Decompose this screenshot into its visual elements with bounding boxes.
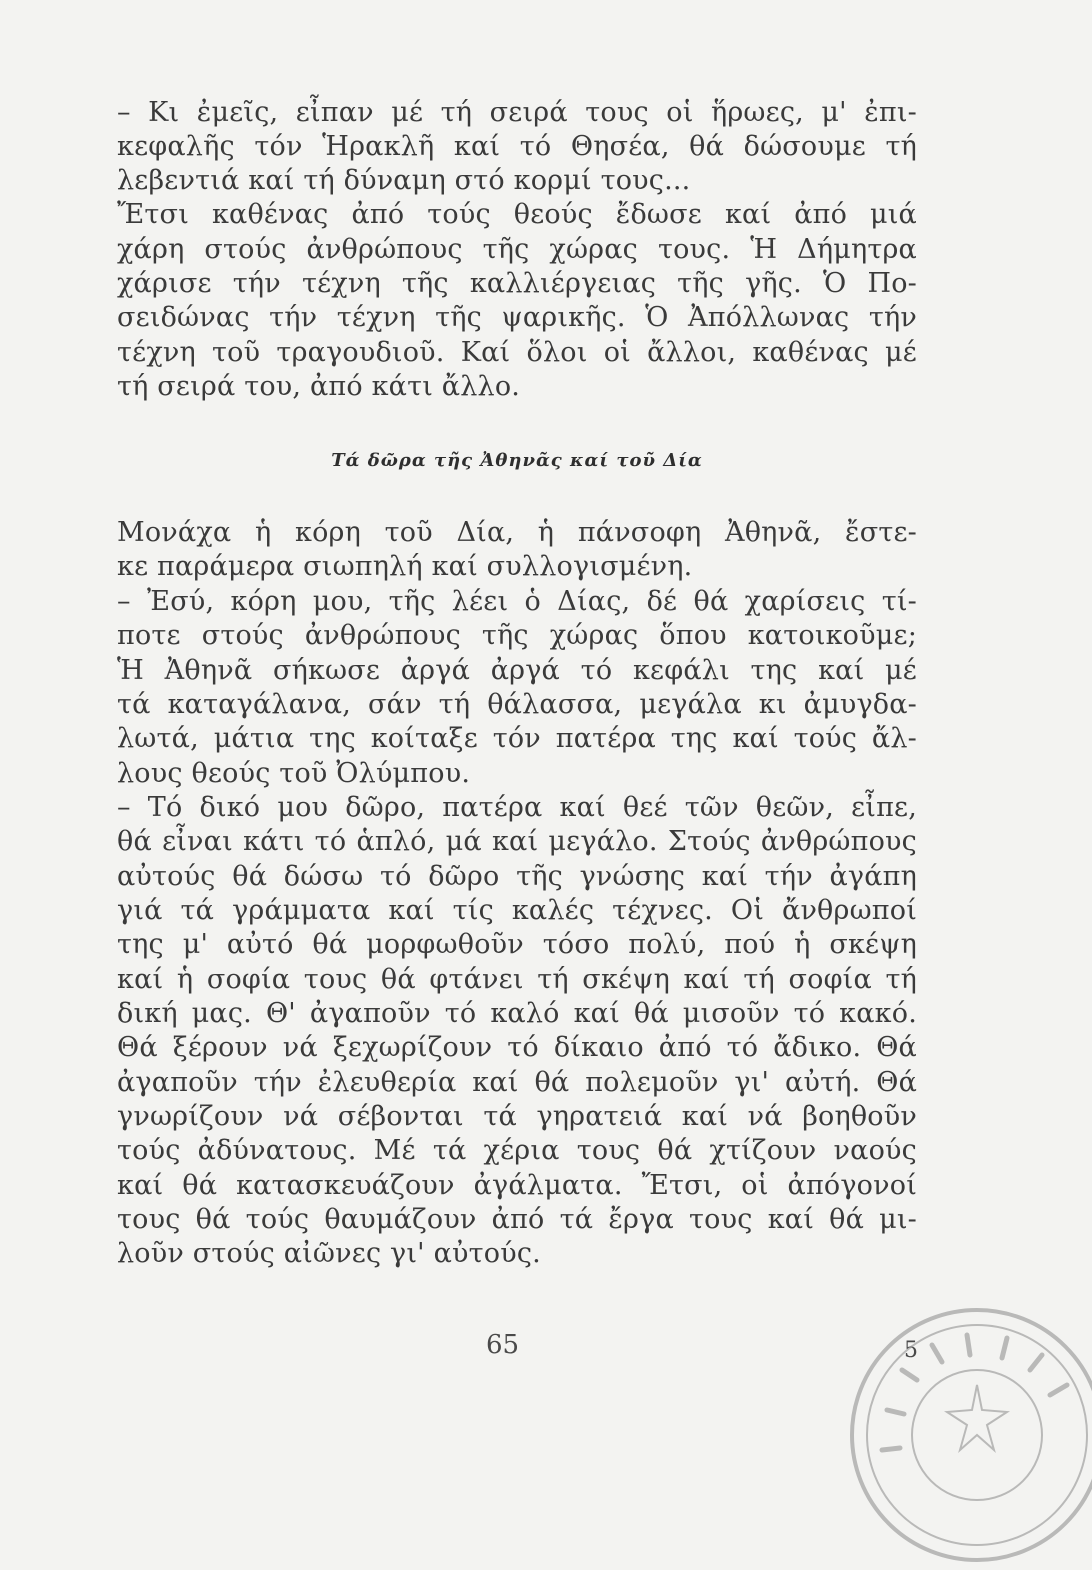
text-line: κεφαλῆς τόν Ἡρακλῆ καί τό Θησέα, θά δώσουμε τή <box>117 131 917 162</box>
text-line: τους θά τούς θαυμάζουν ἀπό τά ἔργα τους καί θά μι- <box>117 1204 917 1235</box>
side-number: 5 <box>904 1338 918 1363</box>
text-line: – Τό δικό μου δῶρο, πατέρα καί θεέ τῶν θεῶν, εἶπε, <box>117 792 917 823</box>
text-line: καί ἡ σοφία τους θά φτάνει τή σκέψη καί τή σοφία τή <box>117 964 917 995</box>
text-line: γιά τά γράμματα καί τίς καλές τέχνες. Οἱ ἄνθρωποί <box>117 895 917 926</box>
text-line: λωτά, μάτια της κοίταξε τόν πατέρα της καί τούς ἄλ- <box>117 723 917 754</box>
text-line: τούς ἀδύνατους. Μέ τά χέρια τους θά χτίζουν ναούς <box>117 1135 917 1166</box>
text-line: δική μας. Θ' ἀγαποῦν τό καλό καί θά μισοῦν τό κακό. <box>117 998 917 1029</box>
text-line: τά καταγάλανα, σάν τή θάλασσα, μεγάλα κι ἀμυγδα- <box>117 689 917 720</box>
text-line: χάρισε τήν τέχνη τῆς καλλιέργειας τῆς γῆς. Ὁ Πο- <box>117 268 917 299</box>
section-heading: Τά δῶρα τῆς Ἀθηνᾶς καί τοῦ Δία <box>331 450 703 471</box>
text-line: – Κι ἐμεῖς, εἶπαν μέ τή σειρά τους οἱ ἥρωες, μ' ἐπι- <box>117 97 917 128</box>
text-line: Θά ξέρουν νά ξεχωρίζουν τό δίκαιο ἀπό τό ἄδικο. Θά <box>117 1032 917 1063</box>
text-line: λεβεντιά καί τή δύναμη στό κορμί τους... <box>117 165 691 196</box>
text-line: λους θεούς τοῦ Ὀλύμπου. <box>117 758 471 789</box>
text-line: τέχνη τοῦ τραγουδιοῦ. Καί ὅλοι οἱ ἄλλοι, καθένας μέ <box>117 337 917 368</box>
text-line: γνωρίζουν νά σέβονται τά γηρατειά καί νά βοηθοῦν <box>117 1101 917 1132</box>
text-line: κε παράμερα σιωπηλή καί συλλογισμένη. <box>117 551 693 582</box>
text-line: θά εἶναι κάτι τό ἁπλό, μά καί μεγάλο. Στούς ἀνθρώπους <box>117 826 917 857</box>
text-line: – Ἐσύ, κόρη μου, τῆς λέει ὁ Δίας, δέ θά χαρίσεις τί- <box>117 586 917 617</box>
text-line: της μ' αὐτό θά μορφωθοῦν τόσο πολύ, πού ἡ σκέψη <box>117 929 917 960</box>
text-line: ποτε στούς ἀνθρώπους τῆς χώρας ὅπου κατοικοῦμε; <box>117 620 917 651</box>
text-line: ἀγαποῦν τήν ἐλευθερία καί θά πολεμοῦν γι' αὐτή. Θά <box>117 1067 917 1098</box>
page-number: 65 <box>486 1330 520 1360</box>
text-line: Ἡ Ἀθηνᾶ σήκωσε ἀργά ἀργά τό κεφάλι της καί μέ <box>117 655 917 686</box>
library-stamp <box>842 1300 1092 1570</box>
text-line: χάρη στούς ἀνθρώπους τῆς χώρας τους. Ἡ Δήμητρα <box>117 234 917 265</box>
text-line: Μονάχα ἡ κόρη τοῦ Δία, ἡ πάνσοφη Ἀθηνᾶ, ἔστε- <box>117 517 917 548</box>
text-line: αὐτούς θά δώσω τό δῶρο τῆς γνώσης καί τήν ἀγάπη <box>117 861 917 892</box>
text-line: τή σειρά του, ἀπό κάτι ἄλλο. <box>117 371 521 402</box>
text-line: Ἔτσι καθένας ἀπό τούς θεούς ἔδωσε καί ἀπό μιά <box>117 199 917 230</box>
text-line: καί θά κατασκευάζουν ἀγάλματα. Ἔτσι, οἱ ἀπόγονοί <box>117 1170 917 1201</box>
text-line: σειδώνας τήν τέχνη τῆς ψαρικῆς. Ὁ Ἀπόλλωνας τήν <box>117 302 917 333</box>
text-line: λοῦν στούς αἰῶνες γι' αὐτούς. <box>117 1238 541 1269</box>
